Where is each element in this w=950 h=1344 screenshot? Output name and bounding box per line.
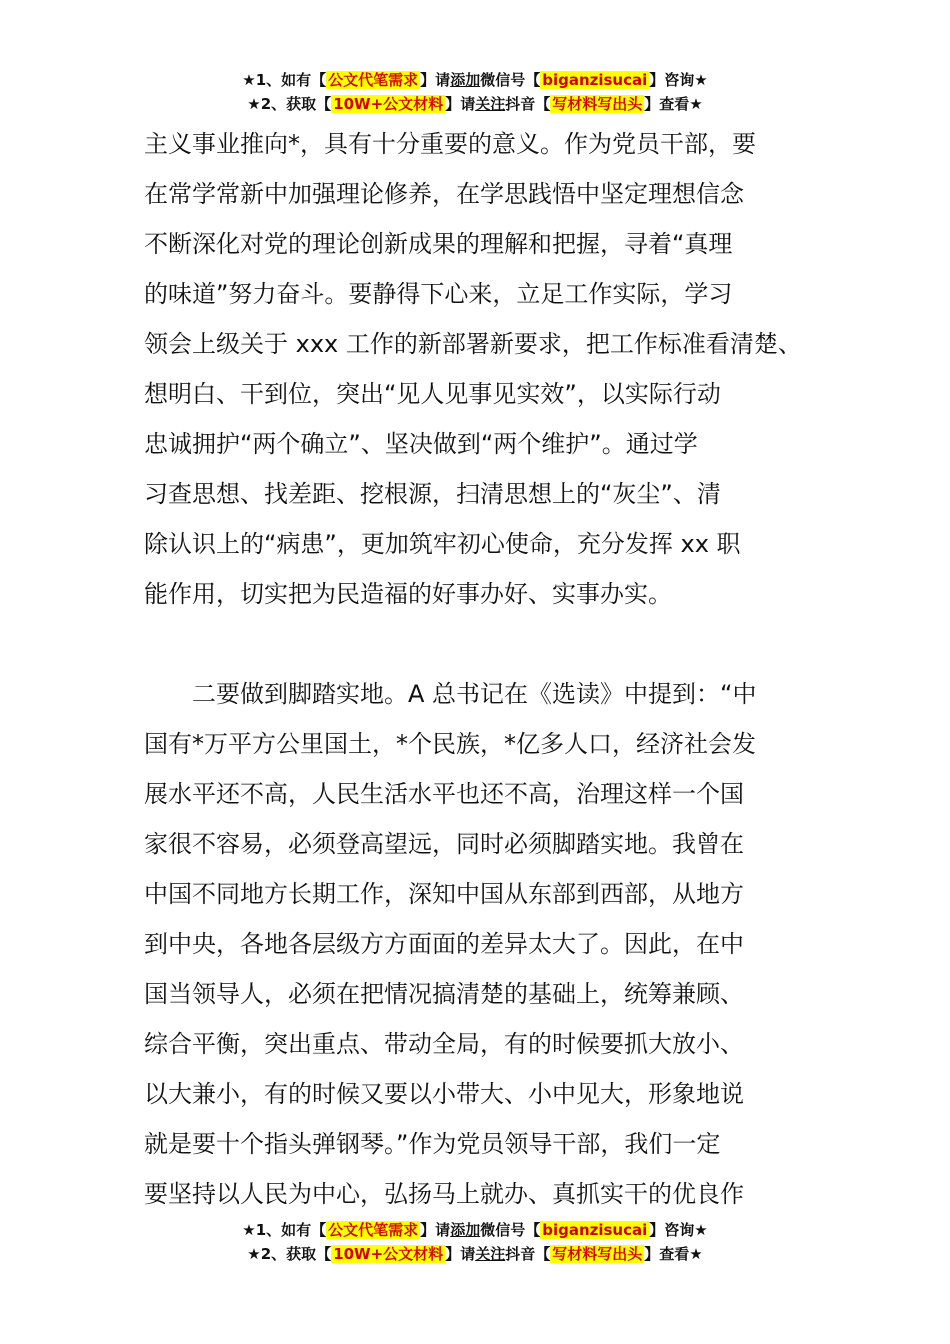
body-line: 忠诚拥护“两个确立”、坚决做到“两个维护”。通过学: [144, 430, 698, 458]
banner-text: 】查看★: [644, 95, 703, 113]
header-banner-line-2: [0, 92, 950, 116]
body-line: 家很不容易，必须登高望远，同时必须脚踏实地。我曾在: [144, 830, 744, 858]
highlight-materials: 10W+公文材料: [333, 1245, 444, 1263]
body-line: 就是要十个指头弹钢琴。”作为党员领导干部，我们一定: [144, 1130, 721, 1158]
body-line: 到中央，各地各层级方方面面的差异太大了。因此，在中: [144, 930, 744, 958]
body-line: 领会上级关于 xxx 工作的新部署新要求，把工作标准看清楚、: [144, 330, 802, 358]
body-line: 除认识上的“病患”，更加筑牢初心使命，充分发挥 xx 职: [144, 530, 741, 558]
star-icon: ★: [242, 1221, 256, 1239]
body-line: 以大兼小，有的时候又要以小带大、小中见大，形象地说: [144, 1080, 744, 1108]
body-line: 能作用，切实把为民造福的好事办好、实事办实。: [144, 580, 672, 608]
banner-text: 2、获取【: [260, 1245, 332, 1263]
body-line: 中国不同地方长期工作，深知中国从东部到西部，从地方: [144, 880, 744, 908]
paragraph-gap: [144, 619, 824, 669]
banner-text: 】查看★: [644, 1245, 703, 1263]
body-line: 要坚持以人民为中心，弘扬马上就办、真抓实干的优良作: [144, 1180, 744, 1208]
banner-underlined-text: 关注: [475, 95, 506, 113]
banner-text: 】请: [445, 95, 476, 113]
banner-text: 2、获取【: [260, 95, 332, 113]
banner-text: 】请: [445, 1245, 476, 1263]
header-banner: [0, 68, 950, 116]
star-icon: ★: [242, 71, 256, 89]
document-body: [144, 119, 824, 1219]
body-line: 二要做到脚踏实地。A 总书记在《选读》中提到：“中: [144, 680, 757, 708]
highlight-douyin-account: 写材料写出头: [552, 1245, 643, 1263]
body-line: 国有*万平方公里国土，*个民族，*亿多人口，经济社会发: [144, 730, 756, 758]
footer-banner-line-1: [0, 1218, 950, 1242]
body-line: 想明白、干到位，突出“见人见事见实效”，以实际行动: [144, 380, 721, 408]
banner-text: 抖音【: [505, 1245, 551, 1263]
banner-underlined-text: 关注: [475, 1245, 506, 1263]
banner-text: 】请: [420, 71, 451, 89]
banner-text: 微信号【: [480, 71, 541, 89]
body-line: 主义事业推向*，具有十分重要的意义。作为党员干部，要: [144, 130, 756, 158]
body-line: 不断深化对党的理论创新成果的理解和把握，寻着“真理: [144, 230, 733, 258]
banner-text: 1、如有【: [255, 1221, 327, 1239]
highlight-service: 公文代笔需求: [328, 1221, 419, 1239]
banner-underlined-text: 添加: [450, 71, 481, 89]
banner-text: 】请: [420, 1221, 451, 1239]
footer-banner-line-2: [0, 1242, 950, 1266]
body-line: 综合平衡，突出重点、带动全局，有的时候要抓大放小、: [144, 1030, 744, 1058]
footer-banner: [0, 1218, 950, 1266]
highlight-wechat-id: biganzisucai: [542, 1221, 648, 1239]
highlight-service: 公文代笔需求: [328, 71, 419, 89]
star-icon: ★: [247, 1245, 261, 1263]
highlight-materials: 10W+公文材料: [333, 95, 444, 113]
body-line: 习查思想、找差距、挖根源，扫清思想上的“灰尘”、清: [144, 480, 721, 508]
banner-underlined-text: 添加: [450, 1221, 481, 1239]
banner-text: 微信号【: [480, 1221, 541, 1239]
body-line: 在常学常新中加强理论修养，在学思践悟中坚定理想信念: [144, 180, 744, 208]
banner-text: 】咨询★: [649, 1221, 708, 1239]
header-banner-line-1: [0, 68, 950, 92]
banner-text: 】咨询★: [649, 71, 708, 89]
body-line: 展水平还不高，人民生活水平也还不高，治理这样一个国: [144, 780, 744, 808]
body-line: 国当领导人，必须在把情况搞清楚的基础上，统筹兼顾、: [144, 980, 744, 1008]
highlight-wechat-id: biganzisucai: [542, 71, 648, 89]
star-icon: ★: [247, 95, 261, 113]
banner-text: 1、如有【: [255, 71, 327, 89]
body-line: 的味道”努力奋斗。要静得下心来，立足工作实际，学习: [144, 280, 733, 308]
banner-text: 抖音【: [505, 95, 551, 113]
highlight-douyin-account: 写材料写出头: [552, 95, 643, 113]
